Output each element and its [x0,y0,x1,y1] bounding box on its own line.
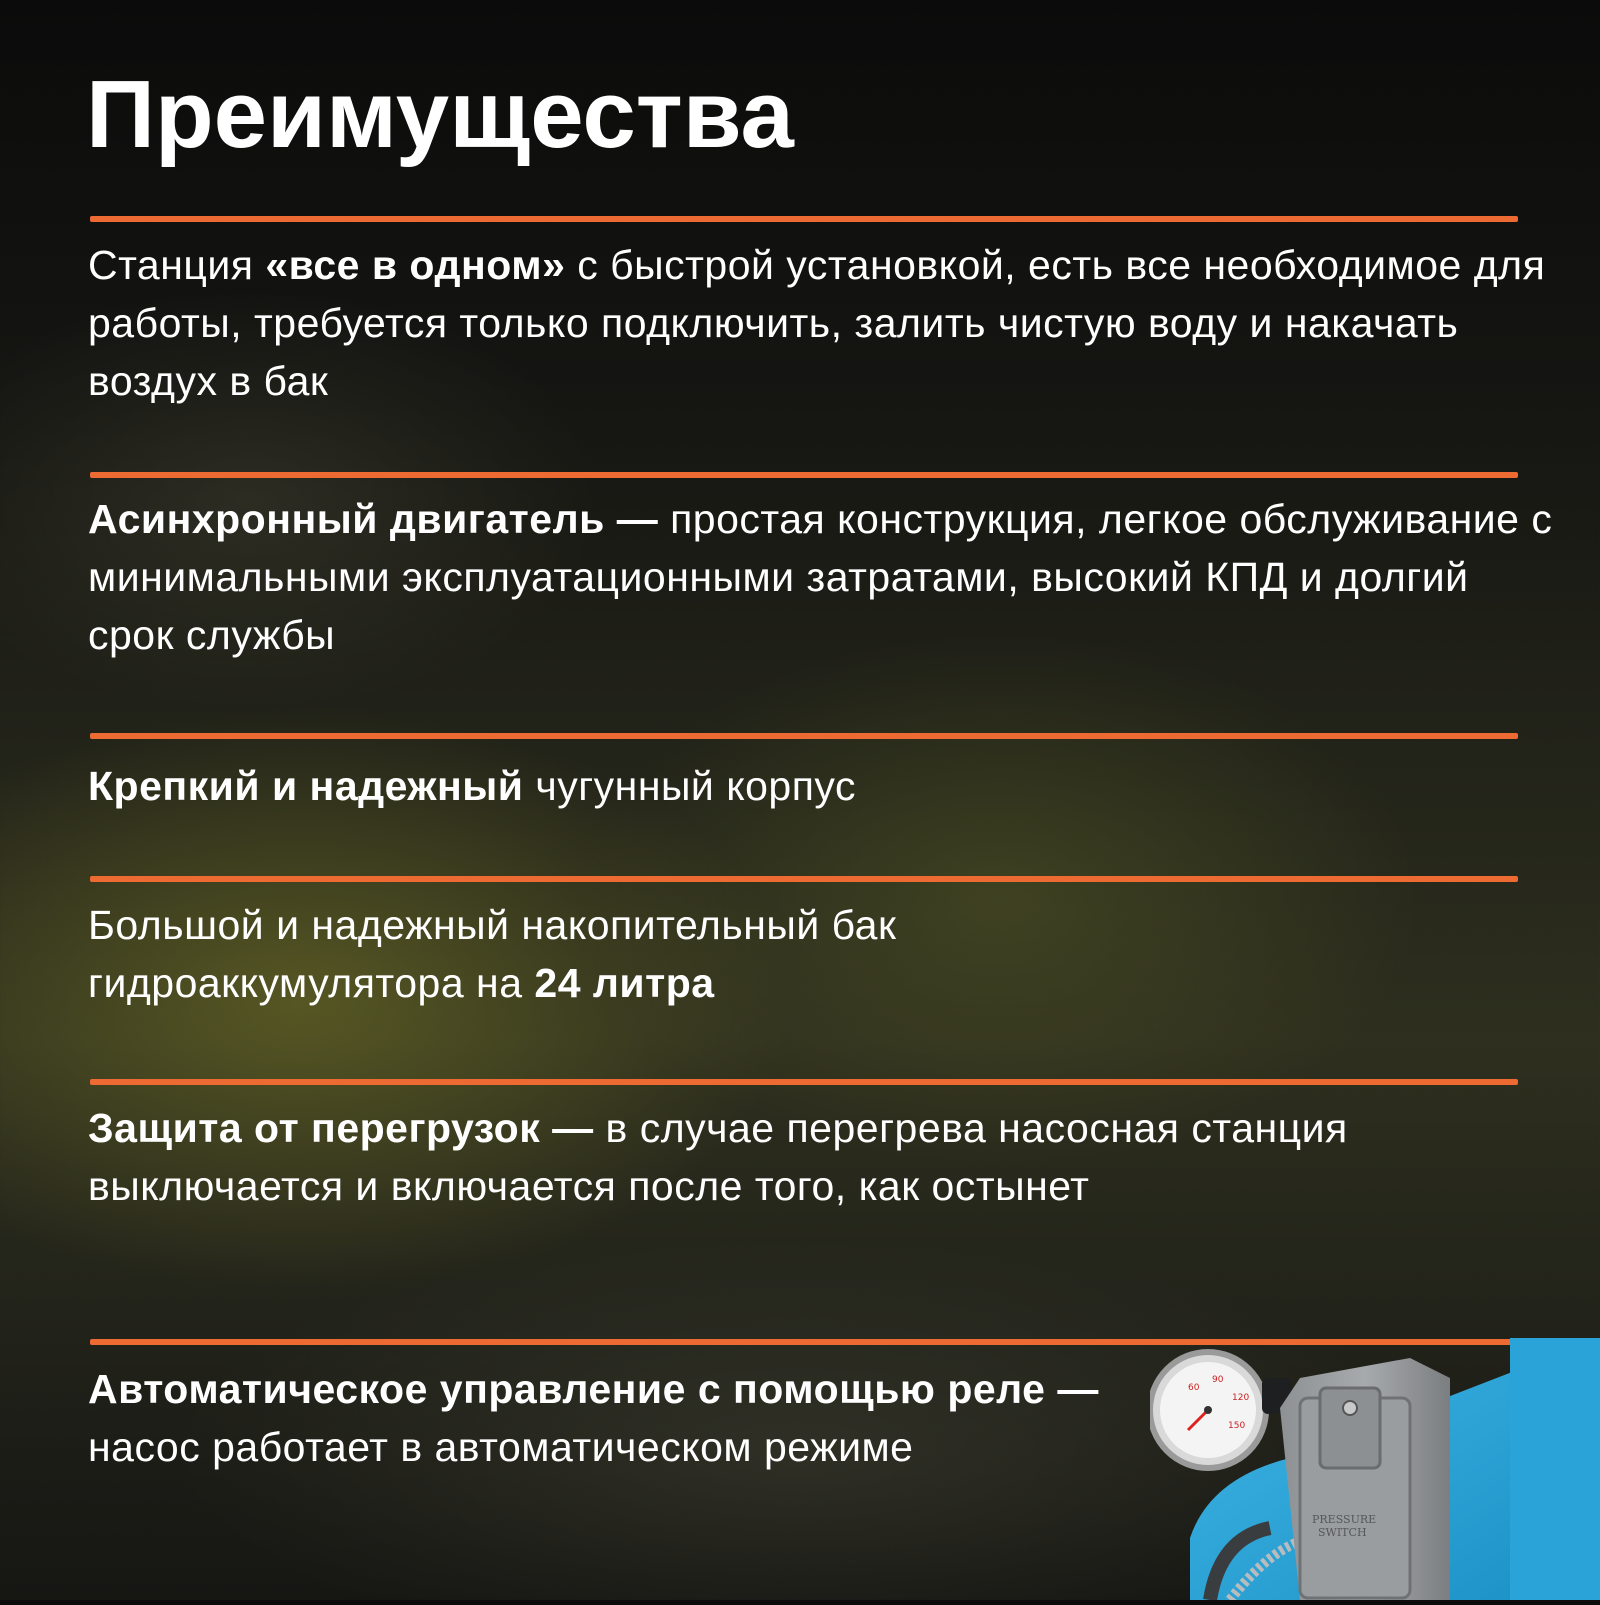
advantage-item-relay [88,1360,1148,1476]
item-text: чугунный корпус [523,763,856,809]
svg-text:120: 120 [1232,1393,1250,1403]
divider [90,733,1518,739]
svg-text:150: 150 [1228,1421,1246,1431]
item-bold: «все в одном» [265,242,566,288]
divider [90,876,1518,882]
pressure-switch-image [1150,1338,1600,1600]
advantage-item-tank [88,896,1268,1012]
svg-text:SWITCH: SWITCH [1318,1526,1367,1539]
pressure-switch-icon [1150,1338,1600,1600]
item-bold: Автоматическое управление с помощью реле — [88,1366,1099,1412]
advantage-item-all-in-one [88,236,1568,410]
divider [90,472,1518,478]
divider [90,1079,1518,1085]
item-text: с быстрой установкой, есть все необходимое для работы, требуется только подключить, залить чистую воду и накачать воздух в бак [88,242,1546,404]
item-bold: Защита от перегрузок — [88,1105,594,1151]
advantage-item-overload [88,1099,1418,1215]
svg-text:60: 60 [1188,1383,1200,1393]
item-text: Станция [88,242,266,288]
svg-text:PRESSURE: PRESSURE [1312,1513,1377,1526]
item-text: в случае перегрева насосная станция выключается и включается после того, как остынет [88,1105,1348,1209]
item-bold: Крепкий и надежный [88,763,524,809]
item-text: насос работает в автоматическом режиме [88,1424,914,1470]
page-title: Преимущества [86,61,794,168]
divider [90,216,1518,222]
item-text: Большой и надежный накопительный бак гидроаккумулятора на [88,902,897,1006]
advantage-item-body [88,757,1528,815]
item-bold: Асинхронный двигатель — [88,496,659,542]
svg-text:90: 90 [1212,1375,1224,1385]
item-text: простая конструкция, легкое обслуживание с минимальными эксплуатационными затратами, высокий КПД и долгий срок службы [88,496,1553,658]
item-bold: 24 литра [534,960,715,1006]
advantage-item-motor [88,490,1558,664]
